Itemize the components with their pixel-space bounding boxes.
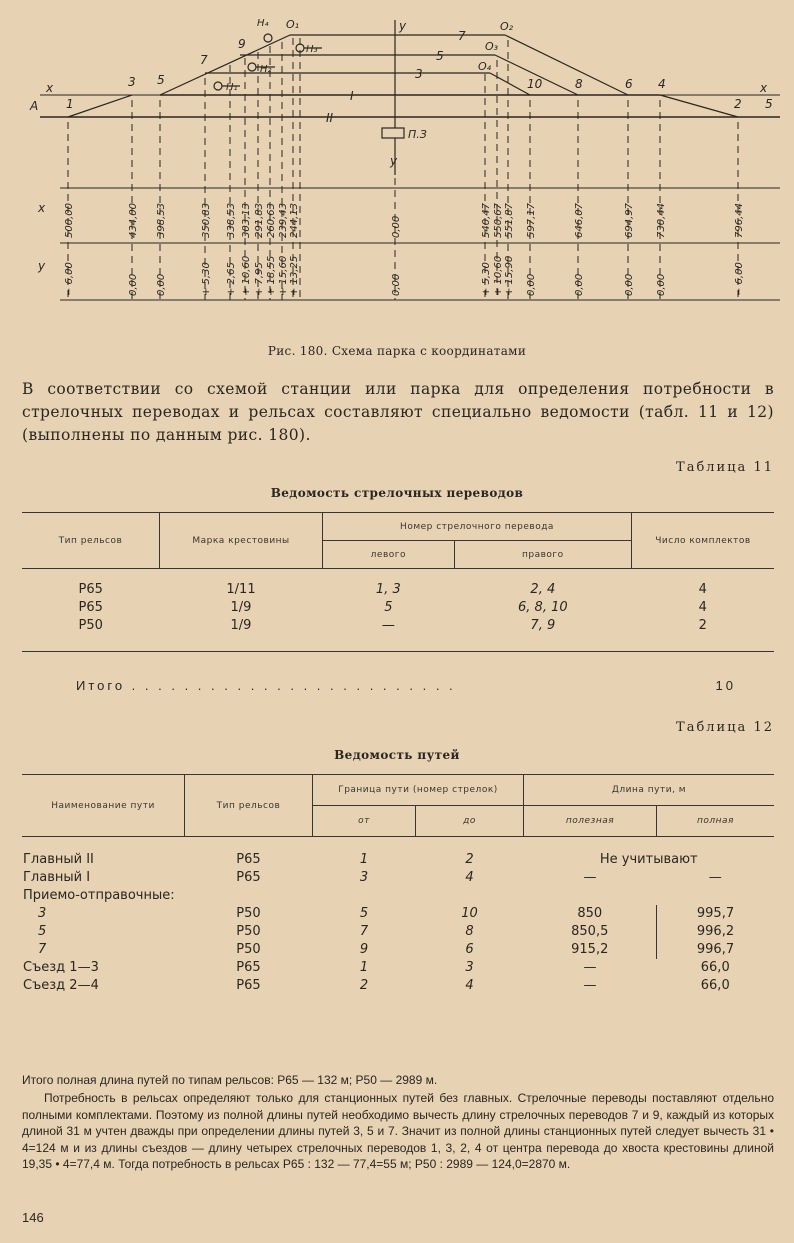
t12-cell: Р65 bbox=[236, 960, 261, 975]
x-coordinate-label: 540,47 bbox=[481, 203, 492, 238]
y-coordinate-label: + 7,95 bbox=[254, 262, 265, 296]
t12-cell-name: 3 bbox=[38, 906, 47, 921]
page-number: 146 bbox=[22, 1210, 44, 1225]
x-coordinate-label: 260,63 bbox=[266, 203, 277, 238]
point-9: 9 bbox=[238, 37, 246, 51]
t12-cell: Не учитывают bbox=[599, 852, 698, 867]
t12-cell: 995,7 bbox=[696, 906, 735, 921]
t12-header-to: до bbox=[416, 806, 524, 837]
t12-cell: — bbox=[583, 870, 597, 885]
t12-header-from: от bbox=[313, 806, 416, 837]
table12-title: Ведомость путей bbox=[334, 748, 460, 762]
table11 bbox=[22, 512, 774, 652]
table-row bbox=[22, 977, 774, 995]
y-coordinate-label: + 10,60 bbox=[241, 255, 252, 296]
t11-header-right: правого bbox=[454, 541, 631, 569]
park-scheme-diagram bbox=[0, 0, 794, 330]
x-coordinate-label: 597,17 bbox=[526, 203, 537, 238]
t12-cell: 7 bbox=[359, 924, 369, 939]
x-coordinate-label: 291,83 bbox=[254, 203, 265, 238]
x-coordinate-label: 550,67 bbox=[493, 203, 504, 238]
t12-cell: 3 bbox=[359, 870, 369, 885]
t12-cell: 4 bbox=[465, 978, 474, 993]
label-O2: O₂ bbox=[500, 20, 514, 33]
y-coordinate-label: 0,00 bbox=[526, 273, 537, 296]
x-coordinate-label: 303,13 bbox=[241, 203, 252, 238]
y-coordinate-label: 0,00 bbox=[128, 273, 139, 296]
label-O1: O₁ bbox=[286, 18, 300, 31]
table-row bbox=[22, 923, 774, 941]
table-row bbox=[22, 905, 774, 923]
t11-cell: 2, 4 bbox=[530, 582, 556, 597]
point-10: 10 bbox=[527, 77, 543, 91]
y-coordinate-label: − 6,00 bbox=[734, 262, 745, 296]
row-label-x: x bbox=[38, 201, 46, 215]
t12-cell: — bbox=[708, 870, 722, 885]
point-4: 4 bbox=[658, 77, 666, 91]
t12-cell-name: Съезд 2—4 bbox=[23, 978, 99, 993]
t12-header-bound: Граница пути (номер стрелок) bbox=[313, 775, 524, 806]
t12-cell: Р65 bbox=[236, 870, 261, 885]
t12-cell-name: Съезд 1—3 bbox=[23, 960, 99, 975]
table11-title: Ведомость стрелочных переводов bbox=[270, 486, 524, 500]
t12-cell: 4 bbox=[465, 870, 474, 885]
t11-header-count: Число комплектов bbox=[655, 535, 751, 546]
t12-cell: 10 bbox=[461, 906, 478, 921]
point-7: 7 bbox=[200, 53, 208, 67]
t11-header-rail: Тип рельсов bbox=[22, 513, 160, 569]
y-coordinate-label: + 15,60 bbox=[278, 255, 289, 296]
x-coordinate-label: 434,00 bbox=[128, 203, 139, 238]
t12-cell-name: Главный I bbox=[23, 870, 91, 885]
x-coordinate-label: 694,97 bbox=[624, 203, 635, 238]
t11-cell: 6, 8, 10 bbox=[518, 600, 568, 615]
t12-cell-name: 5 bbox=[38, 924, 47, 939]
t12-header-name: Наименование пути bbox=[22, 775, 185, 837]
x-coordinate-label: 398,53 bbox=[156, 203, 167, 238]
point-5-right: 5 bbox=[765, 97, 773, 111]
summary-line: Итого полная длина путей по типам рельсов: Р65 — 132 м; Р50 — 2989 м. bbox=[22, 1073, 438, 1087]
x-coordinate-label: 730,44 bbox=[656, 203, 667, 238]
y-coordinate-label: + 13,25 bbox=[289, 255, 300, 296]
t11-cell: 4 bbox=[698, 582, 707, 597]
x-coordinate-label: 338,53 bbox=[226, 203, 237, 238]
label-H4: H₄ bbox=[257, 18, 269, 29]
t12-cell-name: 7 bbox=[38, 942, 47, 957]
t12-cell: — bbox=[583, 960, 597, 975]
point-5: 5 bbox=[157, 73, 165, 87]
t12-cell: 6 bbox=[465, 942, 474, 957]
table-row bbox=[22, 851, 774, 869]
t11-cell: 2 bbox=[698, 618, 707, 633]
t11-cell: Р65 bbox=[78, 600, 103, 615]
y-coordinate-label: + 10,60 bbox=[493, 255, 504, 296]
x-coordinate-label: 551,87 bbox=[504, 203, 515, 238]
t11-header-number: Номер стрелочного перевода bbox=[323, 513, 632, 541]
t12-cell: 5 bbox=[359, 906, 369, 921]
table-row bbox=[22, 887, 774, 905]
y-coordinate-label: + 5,30 bbox=[481, 262, 492, 296]
y-coordinate-label: + 18,55 bbox=[266, 255, 277, 296]
t12-header-rail: Тип рельсов bbox=[185, 775, 313, 837]
track-5: 5 bbox=[436, 49, 444, 63]
t11-cell: 1, 3 bbox=[375, 582, 401, 597]
t12-cell: 2 bbox=[465, 852, 474, 867]
t12-cell: 1 bbox=[359, 852, 369, 867]
t12-cell: 996,2 bbox=[696, 924, 735, 939]
y-coordinate-label: + 15,90 bbox=[504, 255, 515, 296]
label-H2: H₂ bbox=[260, 64, 272, 75]
t12-cell: Р50 bbox=[236, 924, 261, 939]
point-6: 6 bbox=[625, 77, 633, 91]
t11-cell: 1/9 bbox=[230, 618, 252, 633]
t11-cell: 5 bbox=[384, 600, 393, 615]
table12 bbox=[22, 774, 774, 1019]
table12-label: Таблица 12 bbox=[676, 720, 774, 735]
x-coordinate-label: 0,00 bbox=[391, 215, 402, 238]
y-coordinate-label: 0,00 bbox=[156, 273, 167, 296]
t11-cell: 1/9 bbox=[230, 600, 252, 615]
t12-cell: 3 bbox=[465, 960, 474, 975]
point-8: 8 bbox=[575, 77, 583, 91]
t11-header-left: левого bbox=[323, 541, 455, 569]
x-coordinate-label: 350,83 bbox=[201, 203, 212, 238]
t12-cell: 915,2 bbox=[524, 941, 657, 959]
t12-cell: Р50 bbox=[236, 942, 261, 957]
row-label-y: y bbox=[38, 259, 46, 273]
x-coordinate-label: 244,13 bbox=[289, 203, 300, 238]
table-row bbox=[22, 941, 774, 959]
t11-cell: 4 bbox=[698, 600, 707, 615]
t12-cell: 996,7 bbox=[696, 942, 735, 957]
t12-header-useful: полезная bbox=[524, 806, 657, 837]
label-x-right: x bbox=[760, 81, 768, 95]
t11-cell: — bbox=[381, 618, 395, 633]
calculation-paragraph: Потребность в рельсах определяют только для станционных путей без главных. Стрелочные переводы поставляют отдельно полными комплектами. Поэтому из полной длины путей необходимо вычесть длину стрелочных переводов 7 и 9, каждый из которых длиной 31 м учтен дважды при определении длины путей 3, 5 и 7. Значит из полной длины станционных путей следует вычесть 31 • 4=124 м и из длины съездов — длину четырех стрелочных переводов 1, 3, 2, 4 от центра перевода до хвоста крестовины длиной 19,35 • 4=77,4 м. Тогда потребность в рельсах Р65 : 132 — 77,4=55 м; Р50 : 2989 — 124,0=2870 м. bbox=[22, 1091, 774, 1171]
label-O3: O₃ bbox=[485, 40, 499, 53]
t12-cell: 1 bbox=[359, 960, 369, 975]
label-u-axis: у bbox=[390, 154, 398, 168]
track-7: 7 bbox=[458, 29, 466, 43]
t12-cell: Р50 bbox=[236, 906, 261, 921]
t12-cell: 66,0 bbox=[700, 978, 730, 993]
t12-header-length: Длина пути, м bbox=[524, 775, 775, 806]
t12-cell: 850 bbox=[524, 905, 657, 923]
point-2: 2 bbox=[734, 97, 742, 111]
t12-cell: 8 bbox=[465, 924, 474, 939]
track-II: II bbox=[326, 111, 334, 125]
point-1: 1 bbox=[66, 97, 74, 111]
y-coordinate-label: + 5,30 bbox=[201, 262, 212, 296]
figure-caption: Рис. 180. Схема парка с координатами bbox=[267, 344, 527, 358]
t12-cell: Р65 bbox=[236, 978, 261, 993]
label-H1: H₁ bbox=[226, 82, 238, 93]
table-row bbox=[22, 869, 774, 887]
table11-label: Таблица 11 bbox=[676, 460, 774, 475]
y-coordinate-label: + 2,65 bbox=[226, 262, 237, 296]
x-coordinate-label: 796,44 bbox=[734, 203, 745, 238]
y-coordinate-label: − 6,00 bbox=[64, 262, 75, 296]
t12-cell: Р65 bbox=[236, 852, 261, 867]
t12-cell-name: Приемо-отправочные: bbox=[23, 888, 175, 903]
x-coordinate-label: 646,07 bbox=[574, 203, 585, 238]
point-3: 3 bbox=[128, 75, 136, 89]
t12-cell: 66,0 bbox=[700, 960, 730, 975]
table-row bbox=[22, 581, 774, 599]
t12-cell-name: Главный II bbox=[23, 852, 94, 867]
track-3: 3 bbox=[415, 67, 423, 81]
label-x-left: x bbox=[46, 81, 54, 95]
table-row bbox=[22, 617, 774, 635]
x-coordinate-label: 239,43 bbox=[278, 203, 289, 238]
t11-header-mark: Марка крестовины bbox=[160, 513, 323, 569]
y-coordinate-label: 0,00 bbox=[391, 273, 402, 296]
label-O4: O₄ bbox=[478, 60, 492, 73]
table11-total-value: 10 bbox=[715, 678, 736, 693]
t11-cell: 7, 9 bbox=[530, 618, 556, 633]
table11-total bbox=[76, 678, 736, 693]
label-H3: H₃ bbox=[306, 44, 318, 55]
y-coordinate-label: 0,00 bbox=[574, 273, 585, 296]
t11-cell: 1/11 bbox=[226, 582, 256, 597]
y-coordinate-label: 0,00 bbox=[624, 273, 635, 296]
t12-cell: 9 bbox=[359, 942, 369, 957]
y-coordinate-label: 0,00 bbox=[656, 273, 667, 296]
t12-header-full: полная bbox=[697, 816, 734, 826]
track-I: I bbox=[350, 89, 354, 103]
t12-cell: — bbox=[583, 978, 597, 993]
label-y-axis: y bbox=[399, 19, 407, 33]
t11-cell: Р50 bbox=[78, 618, 103, 633]
table-row bbox=[22, 599, 774, 617]
table-row bbox=[22, 959, 774, 977]
label-A: A bbox=[30, 99, 39, 113]
label-PZ: П.З bbox=[408, 128, 427, 141]
table11-total-label: Итого . . . . . . . . . . . . . . . . . . . . . . . . . bbox=[76, 678, 456, 693]
t12-cell: 2 bbox=[359, 978, 369, 993]
t11-cell: Р65 bbox=[78, 582, 103, 597]
intro-paragraph: В соответствии со схемой станции или парка для определения потребности в стрелочных переводах и рельсах составляют специально ведомости (табл. 11 и 12) (выполнены по данным рис. 180). bbox=[22, 380, 774, 444]
t12-cell: 850,5 bbox=[524, 923, 657, 941]
x-coordinate-label: 500,00 bbox=[64, 203, 75, 238]
